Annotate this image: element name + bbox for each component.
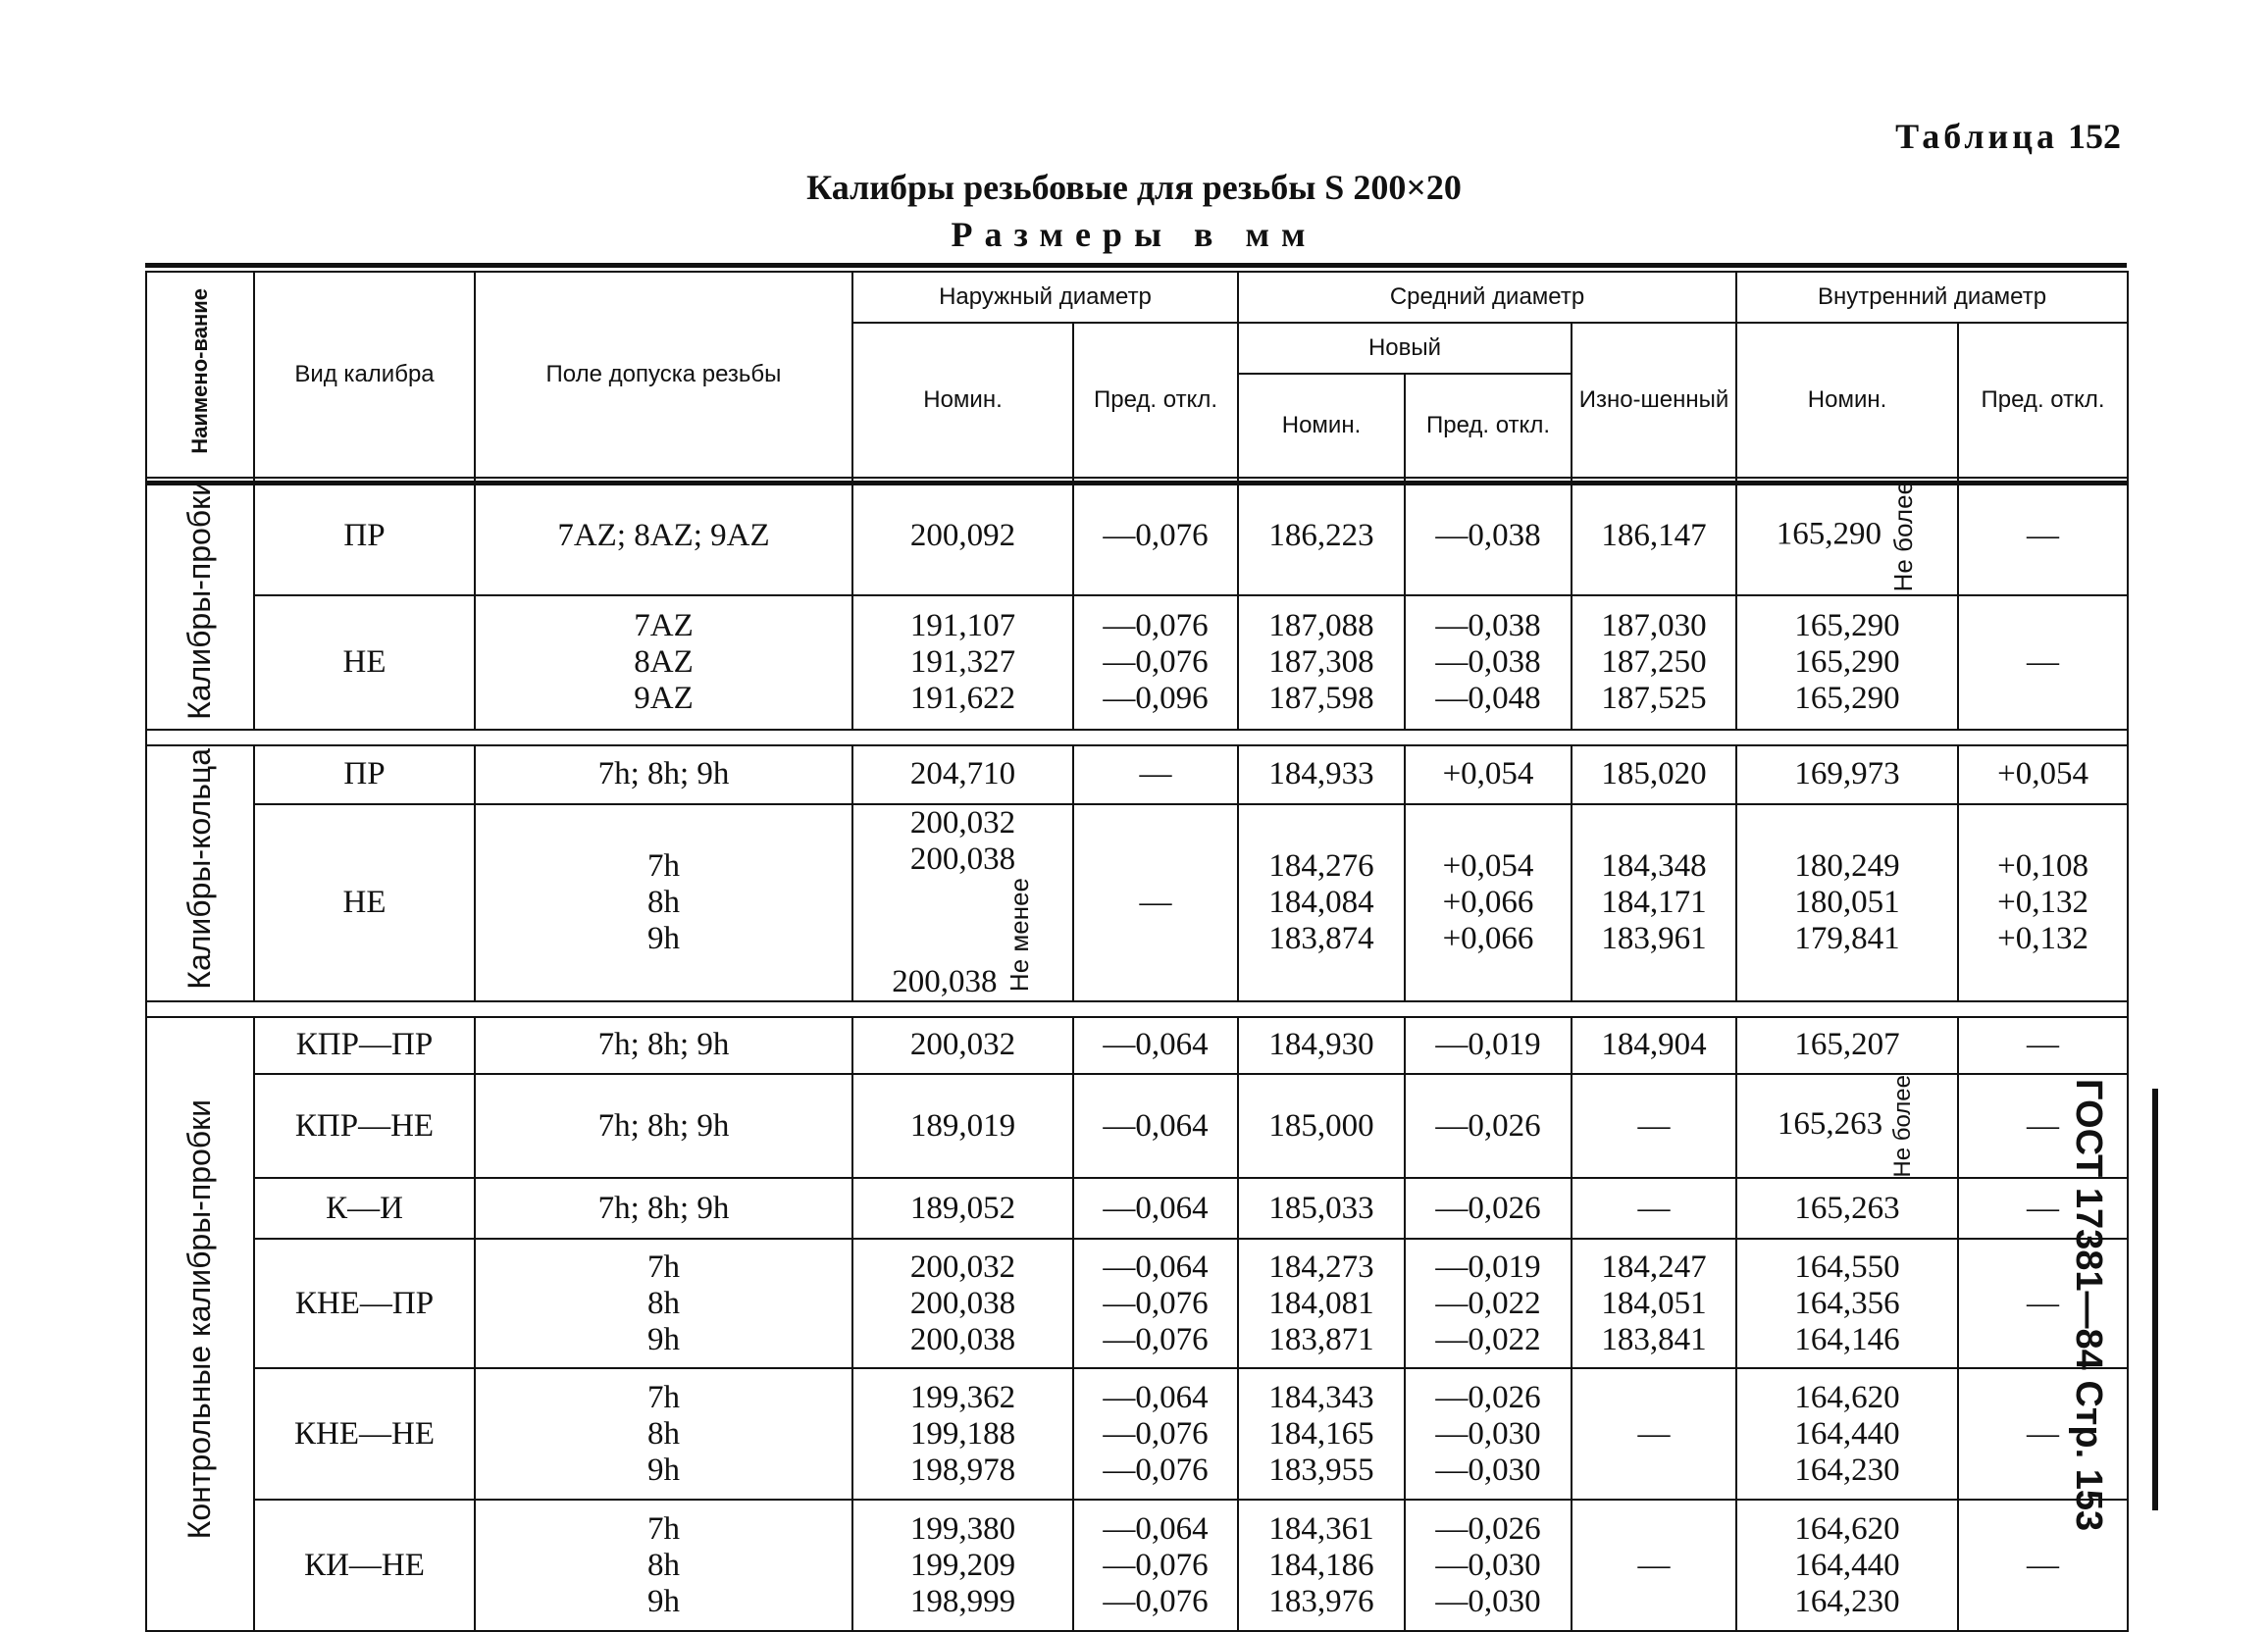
cell-mid-nom: 184,276 184,084 183,874	[1238, 804, 1405, 1001]
cell-worn: —	[1572, 1500, 1736, 1631]
cell-outer-dev: —0,064 —0,076 —0,076	[1073, 1368, 1238, 1500]
cell-inner-nom: 164,550 164,356 164,146	[1736, 1239, 1958, 1368]
cell-inner-nom: 165,290 Не более	[1736, 478, 1958, 595]
cell-field: 7h 8h 9h	[475, 1239, 852, 1368]
cell-outer-dev: —0,076 —0,076 —0,096	[1073, 595, 1238, 730]
header-middle: Средний диаметр	[1238, 272, 1736, 323]
cell-inner-nom: 165,290 165,290 165,290	[1736, 595, 1958, 730]
cell-outer-nom: 199,362 199,188 198,978	[852, 1368, 1073, 1500]
cell-mid-dev: —0,026	[1405, 1178, 1572, 1239]
table-row	[146, 1017, 2128, 1074]
cell-outer-nom: 200,032 200,038 200,038 Не менее	[852, 804, 1073, 1001]
cell-worn: 184,348 184,171 183,961	[1572, 804, 1736, 1001]
cell-worn: 185,020	[1572, 745, 1736, 804]
cell-mid-nom: 184,933	[1238, 745, 1405, 804]
header-outer: Наружный диаметр	[852, 272, 1238, 323]
cell-mid-dev: —0,019 —0,022 —0,022	[1405, 1239, 1572, 1368]
cell-outer-nom: 189,052	[852, 1178, 1073, 1239]
cell-type: КНЕ—НЕ	[254, 1368, 475, 1500]
cell-mid-dev: —0,026 —0,030 —0,030	[1405, 1368, 1572, 1500]
table-row	[146, 1239, 2128, 1368]
cell-field: 7h 8h 9h	[475, 1500, 852, 1631]
cell-type: КПР—ПР	[254, 1017, 475, 1074]
table-row	[146, 1368, 2128, 1500]
cell-inner-nom: 180,249 180,051 179,841	[1736, 804, 1958, 1001]
cell-worn: 187,030 187,250 187,525	[1572, 595, 1736, 730]
cell-inner-dev: —	[1958, 1239, 2128, 1368]
cell-outer-dev: —0,064	[1073, 1178, 1238, 1239]
cell-mid-dev: —0,019	[1405, 1017, 1572, 1074]
cell-outer-dev: —0,064	[1073, 1074, 1238, 1179]
cell-mid-nom: 185,000	[1238, 1074, 1405, 1179]
cell-inner-dev: —	[1958, 1178, 2128, 1239]
table-row	[146, 595, 2128, 730]
cell-outer-dev: —0,064 —0,076 —0,076	[1073, 1500, 1238, 1631]
cell-type: НЕ	[254, 804, 475, 1001]
cell-inner-nom: 165,263	[1736, 1178, 1958, 1239]
cell-outer-dev: —	[1073, 745, 1238, 804]
cell-inner-dev: +0,054	[1958, 745, 2128, 804]
merged-ne-menee: Не менее	[1004, 877, 1034, 992]
header-mid-dev: Пред. откл.	[1405, 374, 1572, 478]
cell-worn: —	[1572, 1368, 1736, 1500]
cell-field: 7h; 8h; 9h	[475, 1017, 852, 1074]
header-name: Наимено-вание	[146, 272, 254, 478]
cell-outer-dev: —0,064	[1073, 1017, 1238, 1074]
table-row	[146, 478, 2128, 595]
header-inner-dev: Пред. откл.	[1958, 323, 2128, 478]
cell-mid-nom: 186,223	[1238, 478, 1405, 595]
cell-inner-dev: +0,108 +0,132 +0,132	[1958, 804, 2128, 1001]
cell-inner-nom: 165,207	[1736, 1017, 1958, 1074]
table-row	[146, 804, 2128, 1001]
table-row	[146, 1074, 2128, 1179]
cell-outer-dev: —	[1073, 804, 1238, 1001]
cell-field: 7h 8h 9h	[475, 1368, 852, 1500]
cell-worn: —	[1572, 1178, 1736, 1239]
cell-mid-dev: —0,026 —0,030 —0,030	[1405, 1500, 1572, 1631]
cell-field: 7h; 8h; 9h	[475, 1178, 852, 1239]
cell-outer-nom: 200,032	[852, 1017, 1073, 1074]
header-inner-nom: Номин.	[1736, 323, 1958, 478]
cell-field: 7AZ 8AZ 9AZ	[475, 595, 852, 730]
cell-outer-dev: —0,064 —0,076 —0,076	[1073, 1239, 1238, 1368]
header-type: Вид калибра	[254, 272, 475, 478]
cell-mid-dev: —0,038	[1405, 478, 1572, 595]
cell-inner-dev: —	[1958, 595, 2128, 730]
cell-worn: 184,904	[1572, 1017, 1736, 1074]
cell-outer-nom: 200,092	[852, 478, 1073, 595]
cell-inner-dev: —	[1958, 478, 2128, 595]
group-plugs: Калибры-пробки	[146, 478, 254, 730]
table-number-label: Таблица 152	[1895, 117, 2121, 156]
side-page-label: ГОСТ 17381—84 Стр. 153	[2068, 1079, 2109, 1532]
header-outer-nom: Номин.	[852, 323, 1073, 478]
header-worn: Изно-шенный	[1572, 323, 1736, 478]
cell-inner-dev: —	[1958, 1074, 2128, 1179]
cell-inner-nom: 164,620 164,440 164,230	[1736, 1500, 1958, 1631]
cell-field: 7AZ; 8AZ; 9AZ	[475, 478, 852, 595]
header-outer-dev: Пред. откл.	[1073, 323, 1238, 478]
cell-type: КПР—НЕ	[254, 1074, 475, 1179]
top-rule	[145, 263, 2127, 268]
cell-field: 7h 8h 9h	[475, 804, 852, 1001]
cell-type: НЕ	[254, 595, 475, 730]
cell-worn: 186,147	[1572, 478, 1736, 595]
header-field: Поле допуска резьбы	[475, 272, 852, 478]
table-row	[146, 745, 2128, 804]
header-mid-nom: Номин.	[1238, 374, 1405, 478]
cell-mid-nom: 184,343 184,165 183,955	[1238, 1368, 1405, 1500]
cell-type: К—И	[254, 1178, 475, 1239]
cell-inner-nom: 169,973	[1736, 745, 1958, 804]
cell-mid-nom: 184,361 184,186 183,976	[1238, 1500, 1405, 1631]
cell-outer-nom: 200,032 200,038 200,038	[852, 1239, 1073, 1368]
cell-mid-dev: —0,038 —0,038 —0,048	[1405, 595, 1572, 730]
table-subtitle: Размеры в мм	[951, 215, 1317, 254]
table-row	[146, 1500, 2128, 1631]
cell-worn: 184,247 184,051 183,841	[1572, 1239, 1736, 1368]
cell-inner-nom: 164,620 164,440 164,230	[1736, 1368, 1958, 1500]
cell-outer-dev: —0,076	[1073, 478, 1238, 595]
cell-inner-nom: 165,263 Не более	[1736, 1074, 1958, 1179]
cell-inner-dev: —	[1958, 1017, 2128, 1074]
cell-mid-nom: 184,930	[1238, 1017, 1405, 1074]
header-new: Новый	[1238, 323, 1572, 374]
cell-mid-nom: 185,033	[1238, 1178, 1405, 1239]
header-inner: Внутренний диаметр	[1736, 272, 2128, 323]
cell-outer-nom: 189,019	[852, 1074, 1073, 1179]
cell-mid-dev: —0,026	[1405, 1074, 1572, 1179]
cell-outer-nom: 204,710	[852, 745, 1073, 804]
cell-type: КНЕ—ПР	[254, 1239, 475, 1368]
cell-type: КИ—НЕ	[254, 1500, 475, 1631]
cell-outer-nom: 191,107 191,327 191,622	[852, 595, 1073, 730]
side-rule	[2152, 1089, 2158, 1510]
merged-ne-bolee-2: Не более	[1889, 1074, 1917, 1178]
cell-outer-nom: 199,380 199,209 198,999	[852, 1500, 1073, 1631]
calibre-table	[145, 271, 2129, 1632]
cell-mid-dev: +0,054 +0,066 +0,066	[1405, 804, 1572, 1001]
cell-inner-dev: —	[1958, 1368, 2128, 1500]
cell-type: ПР	[254, 478, 475, 595]
cell-mid-nom: 184,273 184,081 183,871	[1238, 1239, 1405, 1368]
cell-inner-dev: —	[1958, 1500, 2128, 1631]
table-row	[146, 1178, 2128, 1239]
cell-worn: —	[1572, 1074, 1736, 1179]
cell-type: ПР	[254, 745, 475, 804]
cell-mid-dev: +0,054	[1405, 745, 1572, 804]
group-rings: Калибры-кольца	[146, 745, 254, 1001]
merged-ne-bolee-1: Не более	[1888, 481, 1919, 592]
cell-field: 7h; 8h; 9h	[475, 745, 852, 804]
cell-field: 7h; 8h; 9h	[475, 1074, 852, 1179]
group-control-plugs: Контрольные калибры-пробки	[146, 1017, 254, 1632]
table-title: Калибры резьбовые для резьбы S 200×20	[806, 168, 1462, 207]
cell-mid-nom: 187,088 187,308 187,598	[1238, 595, 1405, 730]
